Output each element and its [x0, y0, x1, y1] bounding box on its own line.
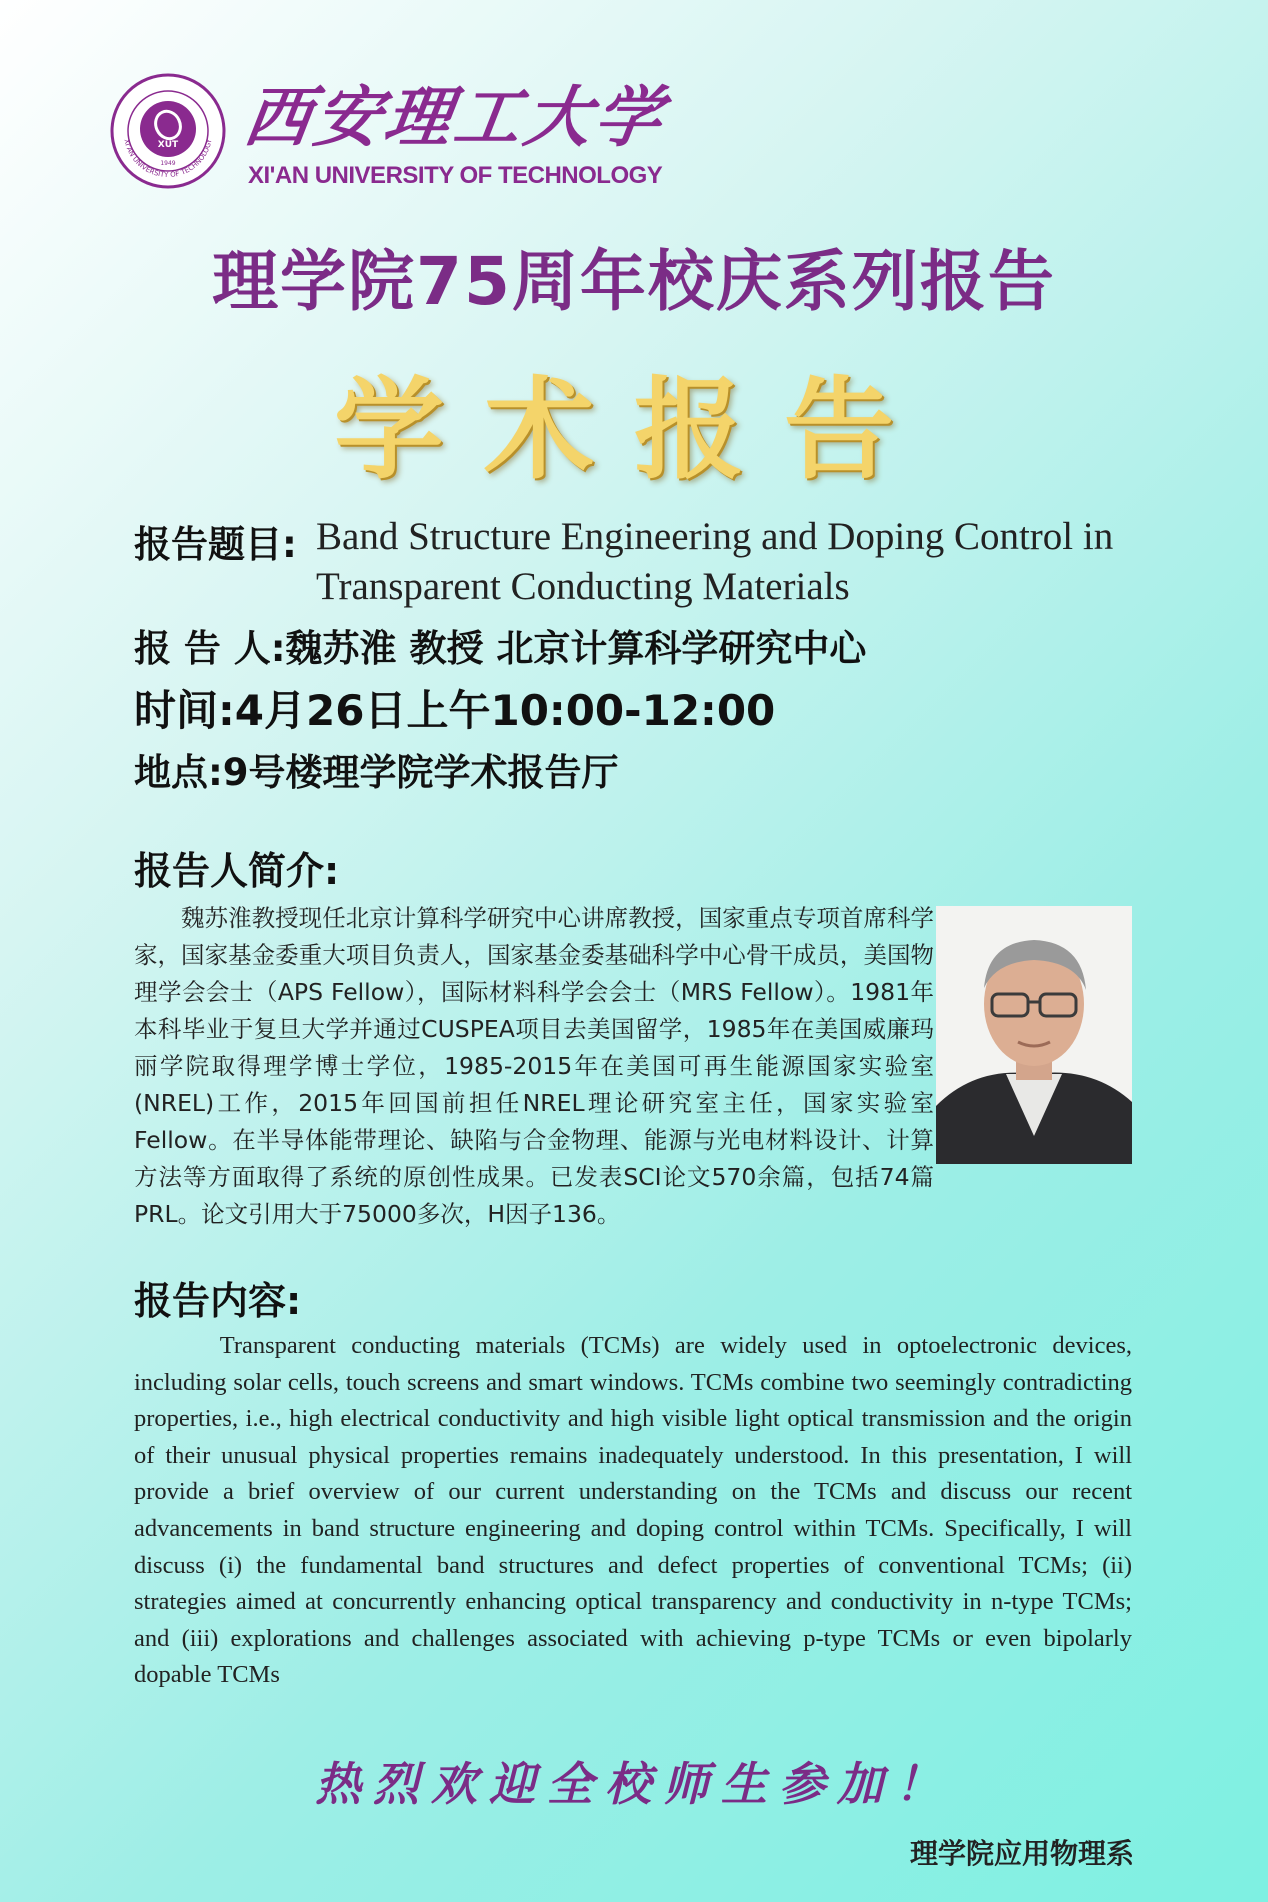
seal-year: 1949 [160, 160, 176, 167]
series-title: 理学院75周年校庆系列报告 [212, 243, 1056, 320]
main-title: 学术报告 [334, 365, 934, 494]
topic-text: Band Structure Engineering and Doping Control in Transparent Conducting Materials [316, 515, 1114, 608]
organizer-department: 理学院应用物理系 [909, 1837, 1134, 1870]
bio-text: 魏苏淮教授现任北京计算科学研究中心讲席教授，国家重点专项首席科学家，国家基金委重大项目负责人，国家基金委基础科学中心骨干成员，美国物理学会会士（APS Fellow），国际材料科学会会士（MRS Fellow）。1981年本科毕业于复旦大学并通过CUSPEA项目去美国留学，1985年在美国威廉玛丽学院取得理学博士学位，1985-2015年在美国可再生能源国家实验室(NREL)工作，2015年回国前担任NREL理论研究室主任，国家实验室Fellow。在半导体能带理论、缺陷与合金物理、能源与光电材料设计、计算方法等方面取得了系统的原创性成果。已发表SCI论文570余篇，包括74篇PRL。论文引用大于75000多次，H因子136。 [134, 904, 934, 1228]
seal-abbr: XUT [157, 140, 179, 150]
bio-heading: 报告人简介: [134, 849, 340, 893]
seal-ring-path: XI'AN UNIVERSITY OF TECHNOLOGY [122, 138, 214, 180]
time-line: 时间:4月26日上午10:00-12:00 [134, 686, 776, 735]
topic-label: 报告题目: [134, 523, 297, 566]
university-seal-logo [110, 73, 226, 189]
welcome-slogan: 热烈欢迎全校师生参加！ [315, 1757, 953, 1811]
venue-line: 地点:9号楼理学院学术报告厅 [134, 751, 619, 794]
university-name-cn: 西安理工大学 [239, 78, 671, 156]
speaker-photo [936, 906, 1132, 1164]
abstract-heading: 报告内容: [134, 1279, 302, 1323]
university-name-en: XI'AN UNIVERSITY OF TECHNOLOGY [248, 162, 663, 189]
abstract-text: Transparent conducting materials (TCMs) are widely used in optoelectronic devices, including solar cells, touch screens and smart windows. TCMs combine two seemingly contradicting properties, i.e., high electrical conductivity and high visible light optical transmission and the origin of their unusual physical properties remains inadequately understood. In this presentation, I will provide a brief overview of our current understanding on the TCMs and discuss our recent advancements in band structure engineering and doping control within TCMs. Specifically, I will discuss (i) the fundamental band structures and defect properties of conventional TCMs; (ii) strategies aimed at concurrently enhancing optical transparency and conductivity in n-type TCMs; and (iii) explorations and challenges associated with achieving p-type TCMs or even bipolarly dopable TCMs [134, 1332, 1132, 1689]
speaker-line: 报 告 人:魏苏淮 教授 北京计算科学研究中心 [134, 627, 867, 670]
